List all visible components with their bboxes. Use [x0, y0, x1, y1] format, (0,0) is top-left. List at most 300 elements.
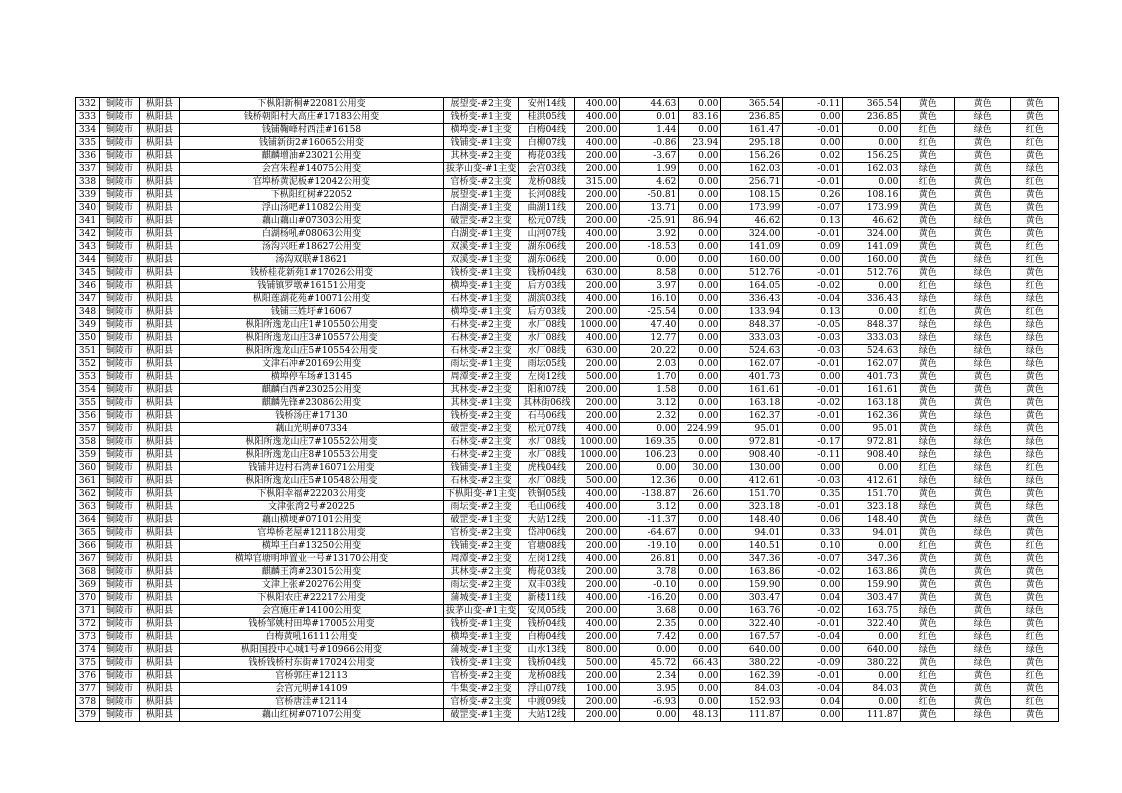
- table-row: [76, 501, 1059, 514]
- cell-status-3: 黄色: [1011, 618, 1059, 631]
- cell-feeder-line: 安州14线: [519, 98, 575, 111]
- cell-city: 铜陵市: [100, 592, 140, 605]
- cell-status-1: 红色: [901, 670, 955, 683]
- cell-main-transformer: 其林变-#2主变: [444, 384, 519, 397]
- cell-row-no: 357: [76, 423, 100, 436]
- cell-feeder-line: 铁铜05线: [519, 488, 575, 501]
- cell-feeder-line: 阳和07线: [519, 384, 575, 397]
- cell-ratio: -0.02: [783, 566, 843, 579]
- cell-transformer-name: 官埠桥老屋#12118公用变: [180, 527, 444, 540]
- cell-value-d: 148.40: [843, 514, 901, 527]
- cell-capacity: 200.00: [575, 150, 620, 163]
- table-row: [76, 618, 1059, 631]
- cell-transformer-name: 藕山红树#07107公用变: [180, 709, 444, 722]
- cell-transformer-name: 枞阳莲湖花苑#10071公用变: [180, 293, 444, 306]
- cell-value-c: 333.03: [721, 332, 783, 345]
- cell-main-transformer: 蒲城变-#1主变: [444, 592, 519, 605]
- cell-capacity: 200.00: [575, 202, 620, 215]
- cell-county: 枞阳县: [140, 358, 180, 371]
- cell-transformer-name: 官桥郭庄#12113: [180, 670, 444, 683]
- cell-value-d: 0.00: [843, 670, 901, 683]
- cell-status-1: 黄色: [901, 410, 955, 423]
- cell-main-transformer: 官桥变-#2主变: [444, 670, 519, 683]
- cell-status-3: 黄色: [1011, 579, 1059, 592]
- cell-value-b: 48.13: [679, 709, 721, 722]
- cell-status-2: 黄色: [955, 384, 1011, 397]
- table-row: [76, 202, 1059, 215]
- cell-value-d: 173.99: [843, 202, 901, 215]
- cell-status-2: 黄色: [955, 696, 1011, 709]
- cell-ratio: -0.03: [783, 475, 843, 488]
- cell-status-2: 黄色: [955, 592, 1011, 605]
- cell-main-transformer: 周潭变-#2主变: [444, 553, 519, 566]
- cell-city: 铜陵市: [100, 293, 140, 306]
- cell-feeder-line: 钱桥04线: [519, 657, 575, 670]
- cell-main-transformer: 其林变-#2主变: [444, 150, 519, 163]
- cell-status-3: 黄色: [1011, 514, 1059, 527]
- cell-city: 铜陵市: [100, 540, 140, 553]
- cell-ratio: -0.04: [783, 683, 843, 696]
- cell-status-3: 红色: [1011, 124, 1059, 137]
- table-row: [76, 410, 1059, 423]
- cell-transformer-name: 枞阳所逸龙山庄7#10552公用变: [180, 436, 444, 449]
- cell-city: 铜陵市: [100, 709, 140, 722]
- cell-transformer-name: 钱铺新街2#16065公用变: [180, 137, 444, 150]
- cell-value-d: 323.18: [843, 501, 901, 514]
- cell-main-transformer: 横埠变-#1主变: [444, 280, 519, 293]
- cell-value-b: 0.00: [679, 540, 721, 553]
- cell-value-d: 236.85: [843, 111, 901, 124]
- cell-status-2: 黄色: [955, 371, 1011, 384]
- cell-status-1: 黄色: [901, 98, 955, 111]
- cell-feeder-line: 官塘08线: [519, 540, 575, 553]
- cell-city: 铜陵市: [100, 644, 140, 657]
- cell-capacity: 400.00: [575, 332, 620, 345]
- cell-county: 枞阳县: [140, 280, 180, 293]
- cell-value-a: -64.67: [620, 527, 679, 540]
- cell-transformer-name: 文津上张#20276公用变: [180, 579, 444, 592]
- cell-city: 铜陵市: [100, 423, 140, 436]
- cell-transformer-name: 钱铺镇罗墩#16151公用变: [180, 280, 444, 293]
- cell-status-3: 黄色: [1011, 527, 1059, 540]
- cell-row-no: 379: [76, 709, 100, 722]
- cell-capacity: 200.00: [575, 254, 620, 267]
- cell-value-a: -25.54: [620, 306, 679, 319]
- cell-row-no: 338: [76, 176, 100, 189]
- cell-value-a: 2.35: [620, 618, 679, 631]
- cell-value-b: 0.00: [679, 449, 721, 462]
- cell-value-d: 401.73: [843, 371, 901, 384]
- cell-county: 枞阳县: [140, 475, 180, 488]
- cell-status-3: 绿色: [1011, 501, 1059, 514]
- cell-capacity: 400.00: [575, 293, 620, 306]
- cell-county: 枞阳县: [140, 696, 180, 709]
- cell-capacity: 1000.00: [575, 449, 620, 462]
- cell-value-a: 26.81: [620, 553, 679, 566]
- cell-capacity: 200.00: [575, 397, 620, 410]
- cell-county: 枞阳县: [140, 111, 180, 124]
- cell-status-3: 红色: [1011, 137, 1059, 150]
- cell-county: 枞阳县: [140, 202, 180, 215]
- table-row: [76, 332, 1059, 345]
- cell-transformer-name: 会宫施庄#14100公用变: [180, 605, 444, 618]
- cell-transformer-name: 枞阳所逸龙山庄8#10553公用变: [180, 449, 444, 462]
- cell-capacity: 200.00: [575, 566, 620, 579]
- cell-value-d: 640.00: [843, 644, 901, 657]
- cell-status-1: 黄色: [901, 384, 955, 397]
- cell-value-d: 380.22: [843, 657, 901, 670]
- cell-value-d: 336.43: [843, 293, 901, 306]
- cell-value-c: 640.00: [721, 644, 783, 657]
- cell-feeder-line: 山河07线: [519, 228, 575, 241]
- cell-main-transformer: 石林变-#1主变: [444, 293, 519, 306]
- cell-value-b: 0.00: [679, 254, 721, 267]
- cell-county: 枞阳县: [140, 319, 180, 332]
- cell-value-b: 0.00: [679, 579, 721, 592]
- cell-status-3: 绿色: [1011, 345, 1059, 358]
- cell-capacity: 400.00: [575, 423, 620, 436]
- table-row: [76, 306, 1059, 319]
- cell-city: 铜陵市: [100, 397, 140, 410]
- cell-value-b: 0.00: [679, 293, 721, 306]
- cell-row-no: 366: [76, 540, 100, 553]
- cell-feeder-line: 其林街06线: [519, 397, 575, 410]
- table-row: [76, 228, 1059, 241]
- cell-status-1: 绿色: [901, 319, 955, 332]
- cell-value-c: 380.22: [721, 657, 783, 670]
- table-row: [76, 267, 1059, 280]
- cell-status-3: 红色: [1011, 280, 1059, 293]
- cell-status-3: 黄色: [1011, 397, 1059, 410]
- cell-status-1: 黄色: [901, 241, 955, 254]
- cell-value-c: 159.90: [721, 579, 783, 592]
- cell-ratio: 0.00: [783, 423, 843, 436]
- cell-city: 铜陵市: [100, 332, 140, 345]
- cell-city: 铜陵市: [100, 579, 140, 592]
- table-row: [76, 358, 1059, 371]
- cell-transformer-name: 枞阳所逸龙山庄5#10548公用变: [180, 475, 444, 488]
- cell-county: 枞阳县: [140, 176, 180, 189]
- cell-status-2: 黄色: [955, 501, 1011, 514]
- cell-ratio: -0.04: [783, 293, 843, 306]
- cell-status-3: 黄色: [1011, 384, 1059, 397]
- cell-main-transformer: 石林变-#2主变: [444, 475, 519, 488]
- cell-value-a: 0.00: [620, 709, 679, 722]
- cell-county: 枞阳县: [140, 566, 180, 579]
- cell-status-3: 绿色: [1011, 644, 1059, 657]
- cell-city: 铜陵市: [100, 514, 140, 527]
- cell-capacity: 630.00: [575, 267, 620, 280]
- cell-value-b: 0.00: [679, 241, 721, 254]
- cell-capacity: 200.00: [575, 306, 620, 319]
- cell-value-a: 3.12: [620, 501, 679, 514]
- cell-county: 枞阳县: [140, 449, 180, 462]
- cell-county: 枞阳县: [140, 683, 180, 696]
- cell-status-3: 红色: [1011, 241, 1059, 254]
- cell-county: 枞阳县: [140, 241, 180, 254]
- cell-ratio: 0.00: [783, 644, 843, 657]
- cell-city: 铜陵市: [100, 98, 140, 111]
- cell-value-d: 151.70: [843, 488, 901, 501]
- cell-transformer-name: 汤沟兴旺#18627公用变: [180, 241, 444, 254]
- cell-county: 枞阳县: [140, 514, 180, 527]
- cell-capacity: 400.00: [575, 592, 620, 605]
- cell-row-no: 335: [76, 137, 100, 150]
- cell-county: 枞阳县: [140, 306, 180, 319]
- cell-capacity: 200.00: [575, 410, 620, 423]
- cell-transformer-name: 文津张湾2号#20225: [180, 501, 444, 514]
- cell-city: 铜陵市: [100, 306, 140, 319]
- cell-value-c: 160.00: [721, 254, 783, 267]
- cell-main-transformer: 拔茅山变-#1主变: [444, 163, 519, 176]
- cell-value-b: 0.00: [679, 189, 721, 202]
- cell-city: 铜陵市: [100, 384, 140, 397]
- cell-feeder-line: 水厂08线: [519, 345, 575, 358]
- cell-value-d: 84.03: [843, 683, 901, 696]
- cell-status-2: 黄色: [955, 605, 1011, 618]
- cell-main-transformer: 官桥变-#2主变: [444, 527, 519, 540]
- cell-status-2: 绿色: [955, 423, 1011, 436]
- cell-row-no: 333: [76, 111, 100, 124]
- cell-status-1: 黄色: [901, 371, 955, 384]
- cell-ratio: -0.02: [783, 280, 843, 293]
- cell-city: 铜陵市: [100, 553, 140, 566]
- cell-status-2: 黄色: [955, 683, 1011, 696]
- cell-feeder-line: 会宫03线: [519, 163, 575, 176]
- cell-status-3: 红色: [1011, 306, 1059, 319]
- cell-ratio: -0.17: [783, 436, 843, 449]
- cell-value-a: 3.97: [620, 280, 679, 293]
- cell-value-d: 46.62: [843, 215, 901, 228]
- cell-county: 枞阳县: [140, 657, 180, 670]
- cell-main-transformer: 白湖变-#1主变: [444, 228, 519, 241]
- cell-status-3: 绿色: [1011, 319, 1059, 332]
- cell-capacity: 400.00: [575, 98, 620, 111]
- cell-ratio: 0.00: [783, 709, 843, 722]
- cell-feeder-line: 白梅04线: [519, 124, 575, 137]
- cell-status-1: 黄色: [901, 709, 955, 722]
- cell-value-c: 324.00: [721, 228, 783, 241]
- cell-status-1: 黄色: [901, 527, 955, 540]
- cell-ratio: 0.13: [783, 306, 843, 319]
- cell-transformer-name: 钱铺三姓圩#16067: [180, 306, 444, 319]
- cell-city: 铜陵市: [100, 358, 140, 371]
- cell-status-3: 黄色: [1011, 553, 1059, 566]
- cell-capacity: 200.00: [575, 670, 620, 683]
- cell-value-b: 0.00: [679, 683, 721, 696]
- cell-value-b: 0.00: [679, 202, 721, 215]
- table-row: [76, 111, 1059, 124]
- cell-county: 枞阳县: [140, 137, 180, 150]
- table-row: [76, 644, 1059, 657]
- cell-feeder-line: 左岗12线: [519, 553, 575, 566]
- cell-transformer-name: 麒麟王湾#23015公用变: [180, 566, 444, 579]
- cell-transformer-name: 钱桥邹姚村田埠#17005公用变: [180, 618, 444, 631]
- cell-main-transformer: 钱桥变-#1主变: [444, 111, 519, 124]
- cell-value-c: 524.63: [721, 345, 783, 358]
- cell-status-1: 黄色: [901, 579, 955, 592]
- cell-value-a: 0.01: [620, 111, 679, 124]
- cell-capacity: 200.00: [575, 280, 620, 293]
- cell-value-c: 111.87: [721, 709, 783, 722]
- cell-city: 铜陵市: [100, 696, 140, 709]
- cell-capacity: 200.00: [575, 527, 620, 540]
- cell-city: 铜陵市: [100, 566, 140, 579]
- cell-ratio: 0.04: [783, 696, 843, 709]
- cell-value-c: 256.71: [721, 176, 783, 189]
- cell-row-no: 372: [76, 618, 100, 631]
- cell-transformer-name: 藕山光明#07334: [180, 423, 444, 436]
- cell-status-3: 黄色: [1011, 215, 1059, 228]
- cell-ratio: 0.10: [783, 540, 843, 553]
- cell-city: 铜陵市: [100, 202, 140, 215]
- cell-value-a: -16.20: [620, 592, 679, 605]
- cell-value-a: 2.34: [620, 670, 679, 683]
- cell-row-no: 374: [76, 644, 100, 657]
- cell-main-transformer: 钱铺变-#1主变: [444, 462, 519, 475]
- cell-value-c: 161.47: [721, 124, 783, 137]
- cell-feeder-line: 大站12线: [519, 709, 575, 722]
- cell-value-b: 0.00: [679, 306, 721, 319]
- cell-capacity: 630.00: [575, 345, 620, 358]
- cell-county: 枞阳县: [140, 189, 180, 202]
- cell-county: 枞阳县: [140, 709, 180, 722]
- table-row: [76, 540, 1059, 553]
- cell-city: 铜陵市: [100, 371, 140, 384]
- cell-city: 铜陵市: [100, 657, 140, 670]
- table-row: [76, 163, 1059, 176]
- cell-transformer-name: 枞阳所逸龙山庄3#10557公用变: [180, 332, 444, 345]
- cell-transformer-name: 钱铺鞠峰村西洼#16158: [180, 124, 444, 137]
- cell-ratio: -0.02: [783, 605, 843, 618]
- cell-value-a: 2.32: [620, 410, 679, 423]
- cell-county: 枞阳县: [140, 631, 180, 644]
- cell-value-c: 156.26: [721, 150, 783, 163]
- cell-feeder-line: 浮山07线: [519, 683, 575, 696]
- cell-value-b: 0.00: [679, 592, 721, 605]
- cell-ratio: 0.00: [783, 371, 843, 384]
- cell-value-a: 1.70: [620, 371, 679, 384]
- cell-value-d: 163.86: [843, 566, 901, 579]
- cell-feeder-line: 龙桥08线: [519, 670, 575, 683]
- cell-main-transformer: 钱桥变-#1主变: [444, 657, 519, 670]
- cell-value-b: 0.00: [679, 501, 721, 514]
- cell-capacity: 400.00: [575, 228, 620, 241]
- cell-status-2: 绿色: [955, 280, 1011, 293]
- cell-main-transformer: 横埠变-#1主变: [444, 124, 519, 137]
- table-row: [76, 436, 1059, 449]
- cell-value-b: 83.16: [679, 111, 721, 124]
- cell-feeder-line: 梅花03线: [519, 150, 575, 163]
- cell-status-3: 黄色: [1011, 592, 1059, 605]
- cell-value-a: 44.63: [620, 98, 679, 111]
- cell-transformer-name: 钱桥钱桥村东街#17024公用变: [180, 657, 444, 670]
- cell-status-2: 绿色: [955, 319, 1011, 332]
- table-row: [76, 254, 1059, 267]
- cell-city: 铜陵市: [100, 228, 140, 241]
- cell-row-no: 332: [76, 98, 100, 111]
- table-row: [76, 449, 1059, 462]
- cell-status-2: 黄色: [955, 397, 1011, 410]
- cell-value-d: 972.81: [843, 436, 901, 449]
- table-row: [76, 124, 1059, 137]
- cell-transformer-name: 文津石冲#20169公用变: [180, 358, 444, 371]
- cell-row-no: 339: [76, 189, 100, 202]
- cell-value-d: 303.47: [843, 592, 901, 605]
- cell-feeder-line: 白柳07线: [519, 137, 575, 150]
- cell-feeder-line: 水厂08线: [519, 449, 575, 462]
- cell-transformer-name: 麒麟增油#23021公用变: [180, 150, 444, 163]
- cell-value-c: 323.18: [721, 501, 783, 514]
- cell-county: 枞阳县: [140, 332, 180, 345]
- cell-main-transformer: 周潭变-#2主变: [444, 371, 519, 384]
- cell-status-3: 绿色: [1011, 332, 1059, 345]
- cell-main-transformer: 石林变-#2主变: [444, 332, 519, 345]
- cell-row-no: 369: [76, 579, 100, 592]
- table-row: [76, 475, 1059, 488]
- cell-value-a: 1.44: [620, 124, 679, 137]
- cell-value-d: 111.87: [843, 709, 901, 722]
- cell-county: 枞阳县: [140, 553, 180, 566]
- cell-city: 铜陵市: [100, 683, 140, 696]
- cell-value-b: 0.00: [679, 228, 721, 241]
- cell-status-1: 绿色: [901, 436, 955, 449]
- cell-status-3: 绿色: [1011, 436, 1059, 449]
- table-row: [76, 631, 1059, 644]
- cell-value-b: 0.00: [679, 696, 721, 709]
- cell-value-b: 0.00: [679, 436, 721, 449]
- cell-ratio: 0.13: [783, 215, 843, 228]
- cell-main-transformer: 双溪变-#1主变: [444, 241, 519, 254]
- cell-row-no: 353: [76, 371, 100, 384]
- cell-main-transformer: 钱铺变-#2主变: [444, 540, 519, 553]
- cell-row-no: 345: [76, 267, 100, 280]
- table-row: [76, 514, 1059, 527]
- cell-row-no: 347: [76, 293, 100, 306]
- cell-value-b: 0.00: [679, 527, 721, 540]
- cell-status-1: 黄色: [901, 618, 955, 631]
- cell-transformer-name: 下枞阳农庄#22217公用变: [180, 592, 444, 605]
- cell-feeder-line: 新楼11线: [519, 592, 575, 605]
- cell-value-a: 7.42: [620, 631, 679, 644]
- cell-feeder-line: 中渡09线: [519, 696, 575, 709]
- cell-status-3: 黄色: [1011, 410, 1059, 423]
- cell-status-2: 黄色: [955, 150, 1011, 163]
- cell-row-no: 344: [76, 254, 100, 267]
- cell-feeder-line: 后方03线: [519, 306, 575, 319]
- cell-ratio: -0.01: [783, 501, 843, 514]
- cell-ratio: 0.00: [783, 254, 843, 267]
- cell-main-transformer: 横埠变-#1主变: [444, 306, 519, 319]
- cell-value-c: 162.39: [721, 670, 783, 683]
- cell-capacity: 200.00: [575, 241, 620, 254]
- cell-city: 铜陵市: [100, 319, 140, 332]
- cell-row-no: 348: [76, 306, 100, 319]
- cell-capacity: 200.00: [575, 163, 620, 176]
- cell-status-2: 黄色: [955, 189, 1011, 202]
- cell-value-a: -25.91: [620, 215, 679, 228]
- cell-feeder-line: 湖东06线: [519, 254, 575, 267]
- cell-city: 铜陵市: [100, 124, 140, 137]
- cell-status-1: 黄色: [901, 254, 955, 267]
- cell-value-c: 401.73: [721, 371, 783, 384]
- cell-county: 枞阳县: [140, 150, 180, 163]
- cell-main-transformer: 破罡变-#1主变: [444, 709, 519, 722]
- cell-city: 铜陵市: [100, 449, 140, 462]
- cell-capacity: 200.00: [575, 631, 620, 644]
- cell-county: 枞阳县: [140, 618, 180, 631]
- cell-status-2: 黄色: [955, 579, 1011, 592]
